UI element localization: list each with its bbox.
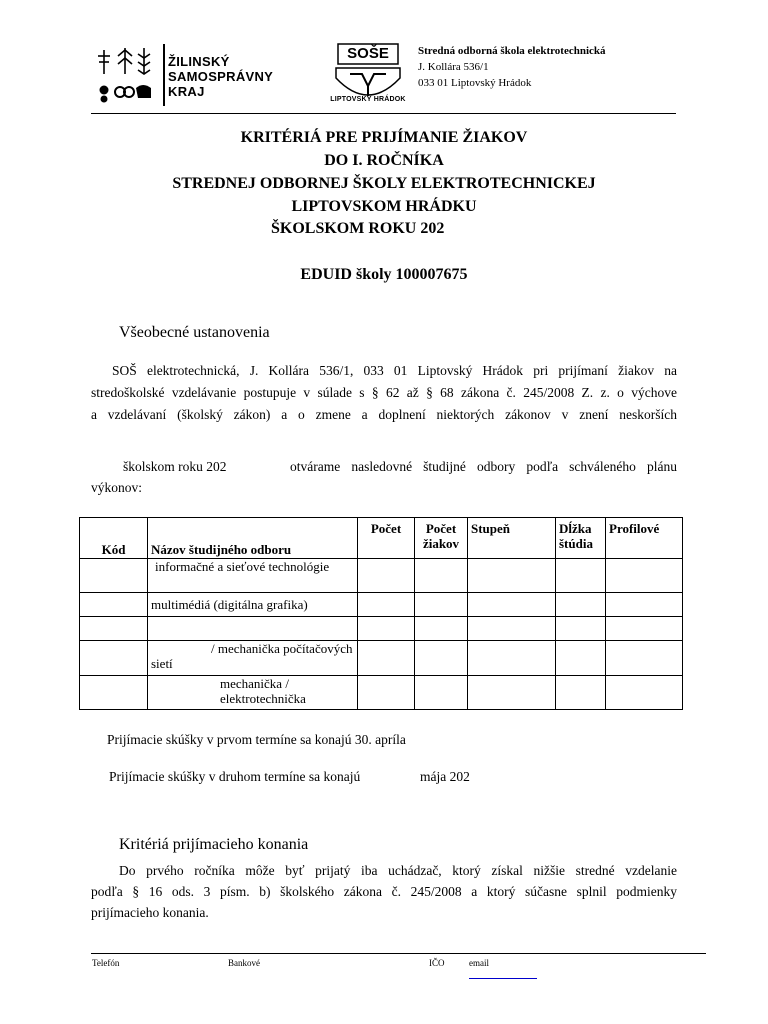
title-line-4: LIPTOVSKOM HRÁDKU bbox=[291, 198, 477, 215]
table-cell bbox=[80, 593, 148, 617]
school-logo-ring-text: LIPTOVSKÝ HRÁDOK bbox=[330, 96, 406, 103]
footer-telefon: Telefón bbox=[92, 958, 120, 968]
section-heading-criteria: Kritériá prijímacieho konania bbox=[119, 836, 309, 853]
table-header-kod: Kód bbox=[80, 518, 148, 559]
school-name: Stredná odborná škola elektrotechnická bbox=[418, 45, 606, 57]
footer-ico: IČO bbox=[429, 958, 445, 968]
table-cell bbox=[468, 593, 556, 617]
school-logo bbox=[330, 42, 406, 108]
table-cell bbox=[556, 559, 606, 593]
table-row bbox=[80, 559, 683, 593]
header-rule bbox=[91, 113, 676, 114]
title-line-2: DO I. ROČNÍKA bbox=[324, 152, 444, 169]
table-cell bbox=[358, 617, 415, 641]
table-header-pocet-ziakov: Počet žiakov bbox=[415, 518, 468, 559]
exam-second-term-prefix: Prijímacie skúšky v druhom termíne sa konajú bbox=[109, 769, 361, 784]
table-header-nazov: Názov študijného odboru bbox=[148, 518, 358, 559]
table-cell bbox=[556, 593, 606, 617]
table-cell bbox=[415, 617, 468, 641]
region-name-line1: ŽILINSKÝ bbox=[168, 54, 230, 69]
region-logo bbox=[96, 44, 274, 108]
eduid: EDUID školy 100007675 bbox=[300, 266, 468, 283]
criteria-paragraph bbox=[91, 860, 677, 923]
table-cell: / mechanička počítačových sietí bbox=[148, 641, 358, 676]
table-cell bbox=[415, 676, 468, 710]
table-cell: mechanička / elektrotechnička bbox=[148, 676, 358, 710]
footer-rule bbox=[91, 953, 706, 954]
table-header-pocet: Počet bbox=[358, 518, 415, 559]
table-cell bbox=[358, 676, 415, 710]
paragraph-line: Do prvého ročníka môže byť prijatý iba uchádzač, ktorý získal nižšie stredné vzdelanie bbox=[119, 863, 677, 878]
region-name-line2: SAMOSPRÁVNY bbox=[168, 69, 274, 84]
table-cell bbox=[80, 676, 148, 710]
school-logo-text: SOŠE bbox=[347, 45, 389, 62]
paragraph-line: prijímacieho konania. bbox=[91, 905, 209, 920]
paragraph-line: stredoškolské vzdelávanie postupuje v súlade s § 62 až § 68 zákona č. 245/2008 Z. z. o výchove bbox=[91, 385, 677, 400]
table-cell bbox=[468, 559, 556, 593]
paragraph-line: podľa § 16 ods. 3 písm. b) školského zákona č. 245/2008 a ktorý súčasne splnil podmienky bbox=[91, 884, 677, 899]
footer-bankove: Bankové bbox=[228, 958, 260, 968]
paragraph-line: SOŠ elektrotechnická, J. Kollára 536/1, 033 01 Liptovský Hrádok pri prijímaní žiakov na bbox=[112, 363, 677, 378]
table-header-dlzka-studia: Dĺžka štúdia bbox=[556, 518, 606, 559]
school-address-street: J. Kollára 536/1 bbox=[418, 61, 489, 73]
table-cell bbox=[80, 559, 148, 593]
table-cell bbox=[358, 559, 415, 593]
region-coat-of-arms-icon bbox=[96, 44, 154, 106]
table-row bbox=[80, 617, 683, 641]
table-cell bbox=[606, 559, 683, 593]
table-cell bbox=[606, 593, 683, 617]
table-cell bbox=[468, 641, 556, 676]
table-cell bbox=[415, 559, 468, 593]
table-cell: informačné a sieťové technológie bbox=[148, 559, 358, 593]
table-cell bbox=[556, 617, 606, 641]
title-line-3: STREDNEJ ODBORNEJ ŠKOLY ELEKTROTECHNICKEJ bbox=[172, 175, 596, 192]
table-cell bbox=[556, 641, 606, 676]
table-cell bbox=[606, 676, 683, 710]
table-cell bbox=[358, 593, 415, 617]
table-cell bbox=[415, 641, 468, 676]
school-address-block bbox=[418, 43, 606, 91]
footer-email-label: email bbox=[469, 958, 489, 968]
table-cell bbox=[358, 641, 415, 676]
table-cell bbox=[80, 617, 148, 641]
table-cell bbox=[415, 593, 468, 617]
table-row bbox=[80, 593, 683, 617]
table-cell bbox=[606, 617, 683, 641]
school-address-city: 033 01 Liptovský Hrádok bbox=[418, 77, 532, 89]
table-cell bbox=[80, 641, 148, 676]
general-paragraph bbox=[91, 360, 677, 426]
table-cell bbox=[148, 617, 358, 641]
open-fields-text: otvárame nasledovné študijné odbory podľa schváleného plánu bbox=[290, 459, 677, 474]
exam-second-term-suffix: mája 202 bbox=[420, 769, 470, 784]
school-year-text: školskom roku 202 bbox=[123, 459, 227, 474]
table-cell: multimédiá (digitálna grafika) bbox=[148, 593, 358, 617]
title-line-1: KRITÉRIÁ PRE PRIJÍMANIE ŽIAKOV bbox=[240, 129, 528, 146]
table-cell bbox=[468, 617, 556, 641]
table-cell bbox=[468, 676, 556, 710]
table-header-profilove: Profilové bbox=[606, 518, 683, 559]
logo-divider-icon bbox=[162, 44, 166, 106]
table-row bbox=[80, 676, 683, 710]
vykonov-text: výkonov: bbox=[91, 480, 143, 495]
title-line-5: ŠKOLSKOM ROKU 202 bbox=[271, 220, 445, 237]
paragraph-line: a vzdelávaní (školský zákon) a o zmene a doplnení niektorých zákonov v znení neskorších bbox=[91, 407, 677, 422]
table-row bbox=[80, 641, 683, 676]
table-cell bbox=[606, 641, 683, 676]
exam-first-term: Prijímacie skúšky v prvom termíne sa konajú 30. apríla bbox=[107, 732, 406, 747]
region-name-line3: KRAJ bbox=[168, 84, 205, 99]
table-cell bbox=[556, 676, 606, 710]
study-fields-table bbox=[79, 517, 683, 710]
section-heading-general: Všeobecné ustanovenia bbox=[119, 324, 270, 341]
table-header-stupen: Stupeň bbox=[468, 518, 556, 559]
footer-email-link[interactable] bbox=[469, 978, 537, 979]
